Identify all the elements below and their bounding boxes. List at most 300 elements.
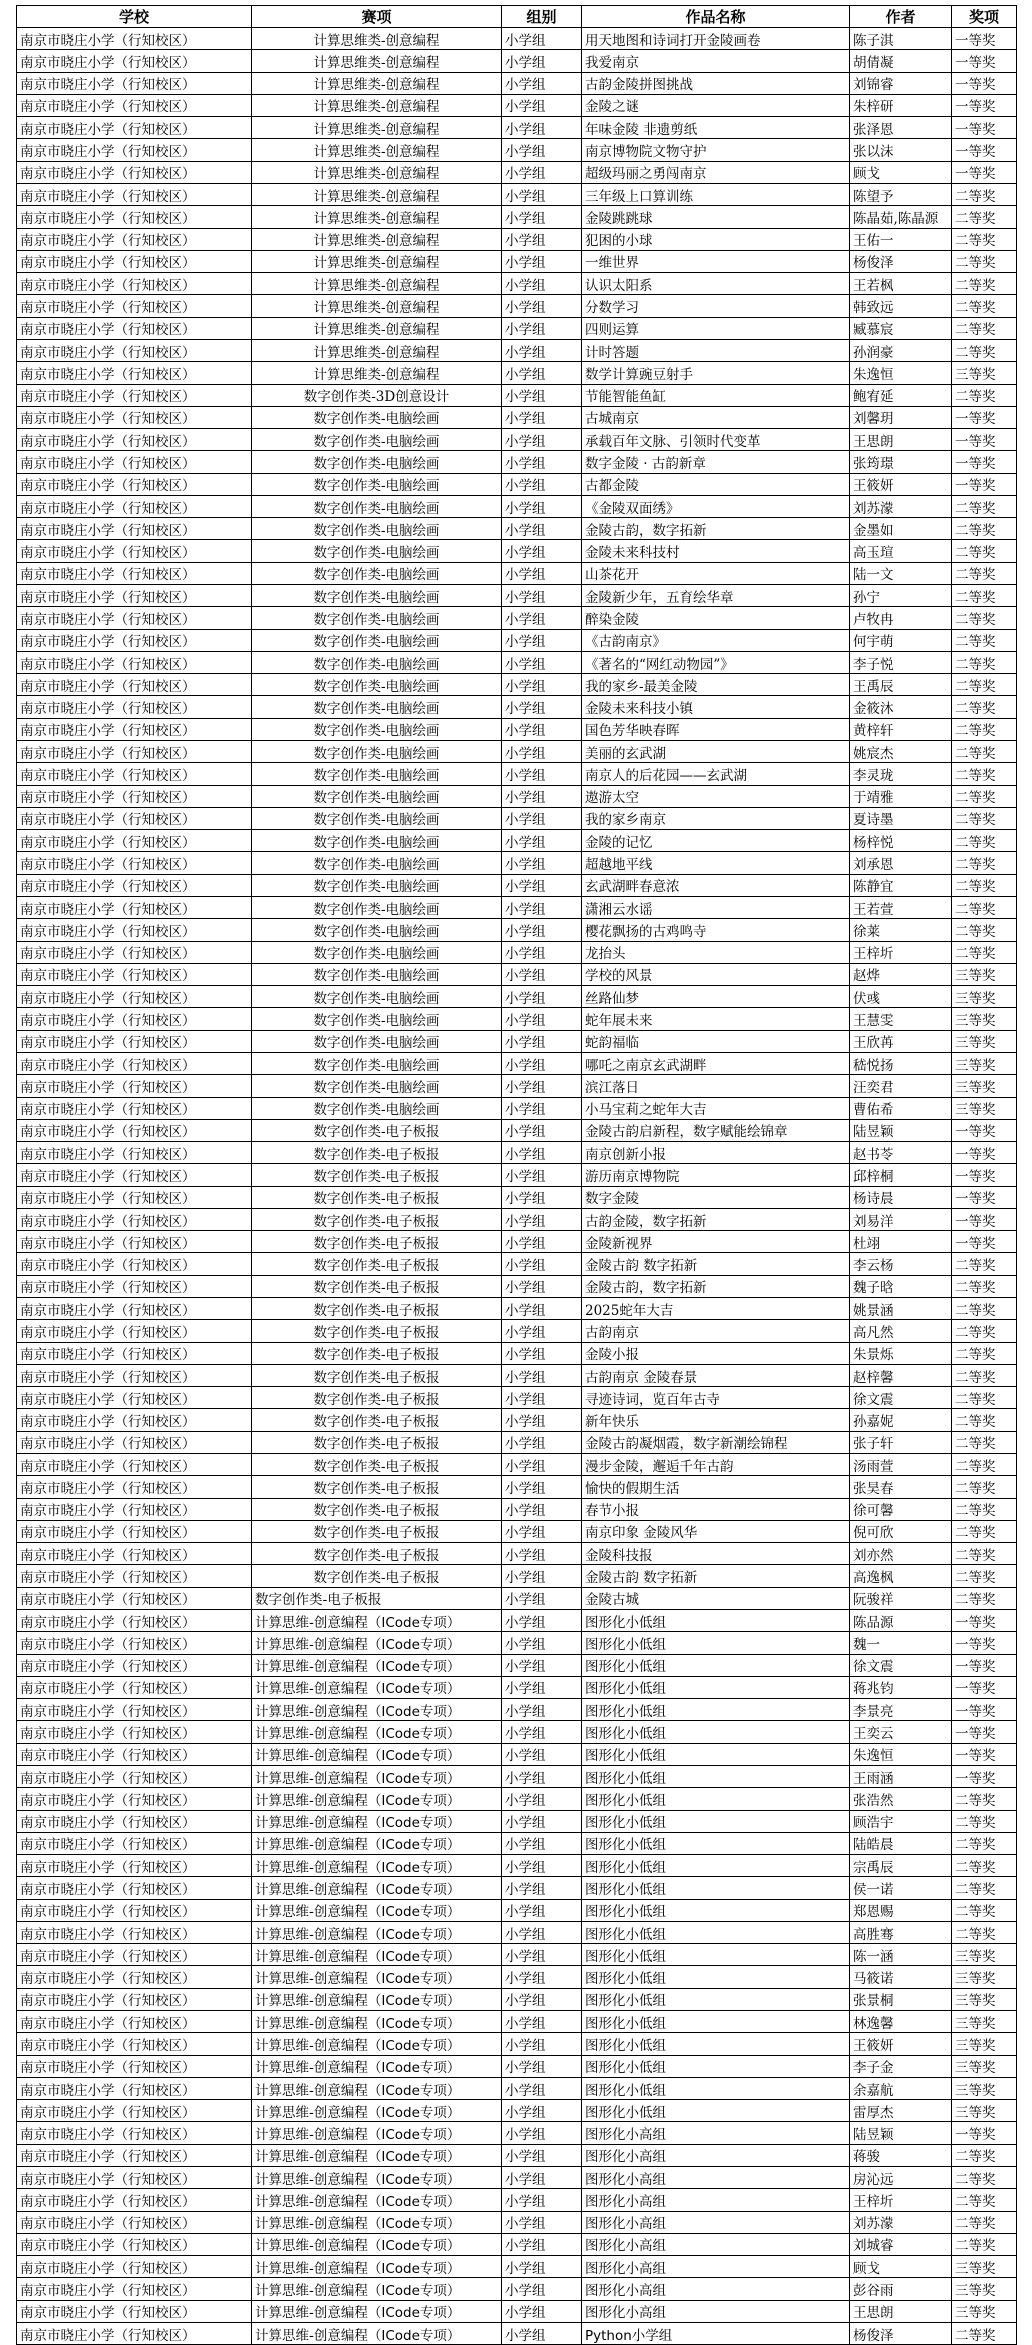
cell-school: 南京市晓庄小学（行知校区） [17, 1409, 252, 1431]
table-row [17, 28, 1017, 50]
cell-school: 南京市晓庄小学（行知校区） [17, 1632, 252, 1654]
cell-event: 计算思维-创意编程（ICode专项） [252, 1609, 502, 1631]
cell-school: 南京市晓庄小学（行知校区） [17, 161, 252, 183]
cell-work-title: 学校的风景 [582, 963, 850, 985]
table-row [17, 1565, 1017, 1587]
cell-school: 南京市晓庄小学（行知校区） [17, 1543, 252, 1565]
cell-event: 计算思维-创意编程（ICode专项） [252, 2122, 502, 2144]
cell-author: 王思朗 [850, 2300, 952, 2322]
cell-award: 一等奖 [952, 1609, 1017, 1631]
cell-event: 数字创作类-电子板报 [252, 1142, 502, 1164]
cell-school: 南京市晓庄小学（行知校区） [17, 1743, 252, 1765]
cell-school: 南京市晓庄小学（行知校区） [17, 1810, 252, 1832]
cell-award: 三等奖 [952, 2011, 1017, 2033]
cell-event: 计算思维-创意编程（ICode专项） [252, 1721, 502, 1743]
cell-group: 小学组 [502, 1721, 582, 1743]
cell-award: 三等奖 [952, 1075, 1017, 1097]
cell-school: 南京市晓庄小学（行知校区） [17, 2233, 252, 2255]
cell-event: 计算思维-创意编程（ICode专项） [252, 1654, 502, 1676]
cell-work-title: 金陵古韵 数字拓新 [582, 1253, 850, 1275]
cell-event: 数字创作类-电子板报 [252, 1164, 502, 1186]
cell-group: 小学组 [502, 339, 582, 361]
table-row [17, 1877, 1017, 1899]
table-row [17, 629, 1017, 651]
cell-author: 黄梓轩 [850, 718, 952, 740]
cell-author: 顾戈 [850, 161, 952, 183]
cell-author: 于靖雅 [850, 785, 952, 807]
cell-author: 陆皓晨 [850, 1832, 952, 1854]
cell-work-title: 一维世界 [582, 250, 850, 272]
cell-group: 小学组 [502, 28, 582, 50]
cell-event: 数字创作类-电脑绘画 [252, 874, 502, 896]
cell-award: 二等奖 [952, 317, 1017, 339]
table-row [17, 2033, 1017, 2055]
table-row [17, 50, 1017, 72]
cell-event: 数字创作类-电脑绘画 [252, 585, 502, 607]
table-row [17, 1387, 1017, 1409]
cell-event: 计算思维-创意编程（ICode专项） [252, 1832, 502, 1854]
table-row [17, 1832, 1017, 1854]
cell-work-title: 我爱南京 [582, 50, 850, 72]
cell-author: 朱景烁 [850, 1342, 952, 1364]
cell-work-title: 图形化小低组 [582, 1632, 850, 1654]
table-row [17, 473, 1017, 495]
cell-author: 林逸馨 [850, 2011, 952, 2033]
cell-school: 南京市晓庄小学（行知校区） [17, 2322, 252, 2344]
cell-school: 南京市晓庄小学（行知校区） [17, 250, 252, 272]
cell-event: 计算思维-创意编程（ICode专项） [252, 2189, 502, 2211]
cell-work-title: 《金陵双面绣》 [582, 495, 850, 517]
cell-award: 二等奖 [952, 1788, 1017, 1810]
cell-group: 小学组 [502, 1699, 582, 1721]
cell-author: 王佑一 [850, 228, 952, 250]
table-row [17, 1632, 1017, 1654]
table-row [17, 1765, 1017, 1787]
cell-event: 数字创作类-电子板报 [252, 1231, 502, 1253]
table-row [17, 94, 1017, 116]
table-row [17, 718, 1017, 740]
table-header [17, 6, 1017, 28]
cell-author: 汤雨萱 [850, 1454, 952, 1476]
cell-author: 陆昱颖 [850, 1119, 952, 1141]
cell-school: 南京市晓庄小学（行知校区） [17, 1699, 252, 1721]
cell-event: 数字创作类-电子板报 [252, 1298, 502, 1320]
cell-work-title: 古韵金陵拼图挑战 [582, 72, 850, 94]
cell-award: 二等奖 [952, 1431, 1017, 1453]
cell-author: 王梓圻 [850, 2189, 952, 2211]
cell-work-title: 数字金陵 · 古韵新章 [582, 451, 850, 473]
cell-author: 刘易洋 [850, 1208, 952, 1230]
cell-work-title: 年味金陵 非遗剪纸 [582, 117, 850, 139]
cell-group: 小学组 [502, 1855, 582, 1877]
table-row [17, 1676, 1017, 1698]
cell-work-title: 金陵科技报 [582, 1543, 850, 1565]
cell-award: 二等奖 [952, 1454, 1017, 1476]
cell-award: 一等奖 [952, 406, 1017, 428]
cell-award: 一等奖 [952, 139, 1017, 161]
cell-work-title: 哪吒之南京玄武湖畔 [582, 1052, 850, 1074]
cell-work-title: 图形化小低组 [582, 1676, 850, 1698]
cell-group: 小学组 [502, 896, 582, 918]
cell-event: 数字创作类-电脑绘画 [252, 1052, 502, 1074]
cell-award: 三等奖 [952, 2077, 1017, 2099]
table-row [17, 2233, 1017, 2255]
cell-school: 南京市晓庄小学（行知校区） [17, 1498, 252, 1520]
cell-event: 计算思维类-创意编程 [252, 228, 502, 250]
table-row [17, 518, 1017, 540]
cell-author: 郑恩赐 [850, 1899, 952, 1921]
cell-group: 小学组 [502, 1832, 582, 1854]
cell-school: 南京市晓庄小学（行知校区） [17, 206, 252, 228]
table-row [17, 941, 1017, 963]
cell-school: 南京市晓庄小学（行知校区） [17, 1275, 252, 1297]
cell-event: 数字创作类-电脑绘画 [252, 830, 502, 852]
table-row [17, 451, 1017, 473]
cell-author: 李子悦 [850, 651, 952, 673]
cell-award: 二等奖 [952, 1877, 1017, 1899]
table-row [17, 1654, 1017, 1676]
cell-group: 小学组 [502, 72, 582, 94]
cell-event: 计算思维-创意编程（ICode专项） [252, 1632, 502, 1654]
cell-group: 小学组 [502, 674, 582, 696]
cell-award: 二等奖 [952, 1342, 1017, 1364]
cell-school: 南京市晓庄小学（行知校区） [17, 1877, 252, 1899]
cell-author: 臧慕宸 [850, 317, 952, 339]
cell-group: 小学组 [502, 2144, 582, 2166]
cell-award: 一等奖 [952, 1164, 1017, 1186]
cell-author: 高逸枫 [850, 1565, 952, 1587]
cell-event: 数字创作类-电脑绘画 [252, 919, 502, 941]
cell-author: 刘亦然 [850, 1543, 952, 1565]
cell-school: 南京市晓庄小学（行知校区） [17, 1097, 252, 1119]
table-row [17, 1164, 1017, 1186]
cell-school: 南京市晓庄小学（行知校区） [17, 1186, 252, 1208]
cell-school: 南京市晓庄小学（行知校区） [17, 585, 252, 607]
cell-group: 小学组 [502, 1498, 582, 1520]
cell-work-title: 金陵新少年，五育绘华章 [582, 585, 850, 607]
cell-group: 小学组 [502, 1142, 582, 1164]
cell-author: 何宇萌 [850, 629, 952, 651]
cell-group: 小学组 [502, 696, 582, 718]
table-row [17, 607, 1017, 629]
cell-author: 王禹辰 [850, 674, 952, 696]
cell-school: 南京市晓庄小学（行知校区） [17, 629, 252, 651]
cell-award: 一等奖 [952, 1186, 1017, 1208]
cell-author: 蒋兆钧 [850, 1676, 952, 1698]
cell-author: 魏一 [850, 1632, 952, 1654]
cell-award: 二等奖 [952, 1565, 1017, 1587]
table-row [17, 1030, 1017, 1052]
cell-award: 二等奖 [952, 629, 1017, 651]
cell-work-title: 寻迹诗词，览百年古寺 [582, 1387, 850, 1409]
cell-award: 一等奖 [952, 1765, 1017, 1787]
cell-author: 陈品源 [850, 1609, 952, 1631]
cell-work-title: 蛇年展未来 [582, 1008, 850, 1030]
cell-group: 小学组 [502, 1342, 582, 1364]
table-row [17, 317, 1017, 339]
cell-work-title: 游历南京博物院 [582, 1164, 850, 1186]
cell-work-title: 图形化小低组 [582, 2077, 850, 2099]
cell-school: 南京市晓庄小学（行知校区） [17, 1231, 252, 1253]
cell-author: 李云杨 [850, 1253, 952, 1275]
cell-award: 二等奖 [952, 2211, 1017, 2233]
cell-award: 一等奖 [952, 1231, 1017, 1253]
cell-school: 南京市晓庄小学（行知校区） [17, 896, 252, 918]
cell-author: 李景亮 [850, 1699, 952, 1721]
cell-school: 南京市晓庄小学（行知校区） [17, 2300, 252, 2322]
cell-school: 南京市晓庄小学（行知校区） [17, 518, 252, 540]
cell-author: 宗禹辰 [850, 1855, 952, 1877]
cell-author: 陈晶茹,陈晶源 [850, 206, 952, 228]
cell-group: 小学组 [502, 161, 582, 183]
cell-work-title: 金陵跳跳球 [582, 206, 850, 228]
cell-event: 计算思维-创意编程（ICode专项） [252, 1899, 502, 1921]
cell-award: 二等奖 [952, 2189, 1017, 2211]
cell-work-title: 图形化小低组 [582, 1988, 850, 2010]
cell-work-title: 分数学习 [582, 295, 850, 317]
cell-school: 南京市晓庄小学（行知校区） [17, 919, 252, 941]
cell-author: 马筱诺 [850, 1966, 952, 1988]
cell-school: 南京市晓庄小学（行知校区） [17, 117, 252, 139]
cell-award: 二等奖 [952, 2144, 1017, 2166]
cell-event: 计算思维-创意编程（ICode专项） [252, 2322, 502, 2344]
cell-award: 二等奖 [952, 763, 1017, 785]
cell-event: 计算思维-创意编程（ICode专项） [252, 2167, 502, 2189]
cell-school: 南京市晓庄小学（行知校区） [17, 362, 252, 384]
table-row [17, 161, 1017, 183]
cell-group: 小学组 [502, 1164, 582, 1186]
cell-work-title: 春节小报 [582, 1498, 850, 1520]
cell-award: 二等奖 [952, 339, 1017, 361]
table-row [17, 1855, 1017, 1877]
cell-event: 计算思维类-创意编程 [252, 50, 502, 72]
cell-award: 二等奖 [952, 273, 1017, 295]
cell-award: 二等奖 [952, 1543, 1017, 1565]
cell-school: 南京市晓庄小学（行知校区） [17, 852, 252, 874]
cell-school: 南京市晓庄小学（行知校区） [17, 2100, 252, 2122]
table-row [17, 406, 1017, 428]
cell-school: 南京市晓庄小学（行知校区） [17, 941, 252, 963]
cell-school: 南京市晓庄小学（行知校区） [17, 1476, 252, 1498]
table-row [17, 2144, 1017, 2166]
cell-award: 三等奖 [952, 2055, 1017, 2077]
cell-event: 数字创作类-电子板报 [252, 1320, 502, 1342]
cell-author: 张以沫 [850, 139, 952, 161]
cell-school: 南京市晓庄小学（行知校区） [17, 72, 252, 94]
cell-author: 杜翊 [850, 1231, 952, 1253]
cell-award: 二等奖 [952, 1587, 1017, 1609]
cell-event: 数字创作类-电脑绘画 [252, 473, 502, 495]
cell-work-title: 图形化小高组 [582, 2211, 850, 2233]
cell-work-title: Python小学组 [582, 2322, 850, 2344]
cell-author: 伏彧 [850, 986, 952, 1008]
cell-school: 南京市晓庄小学（行知校区） [17, 339, 252, 361]
cell-school: 南京市晓庄小学（行知校区） [17, 273, 252, 295]
cell-school: 南京市晓庄小学（行知校区） [17, 183, 252, 205]
cell-author: 邱梓桐 [850, 1164, 952, 1186]
cell-event: 计算思维-创意编程（ICode专项） [252, 2300, 502, 2322]
cell-school: 南京市晓庄小学（行知校区） [17, 2211, 252, 2233]
table-row [17, 139, 1017, 161]
cell-author: 朱逸恒 [850, 362, 952, 384]
cell-group: 小学组 [502, 139, 582, 161]
table-row [17, 295, 1017, 317]
cell-event: 计算思维类-创意编程 [252, 250, 502, 272]
cell-event: 计算思维-创意编程（ICode专项） [252, 2211, 502, 2233]
cell-school: 南京市晓庄小学（行知校区） [17, 1609, 252, 1631]
table-row [17, 562, 1017, 584]
cell-school: 南京市晓庄小学（行知校区） [17, 1765, 252, 1787]
cell-school: 南京市晓庄小学（行知校区） [17, 1052, 252, 1074]
table-row [17, 1052, 1017, 1074]
cell-award: 三等奖 [952, 2300, 1017, 2322]
cell-school: 南京市晓庄小学（行知校区） [17, 1832, 252, 1854]
cell-award: 三等奖 [952, 362, 1017, 384]
table-row [17, 384, 1017, 406]
cell-event: 计算思维类-创意编程 [252, 273, 502, 295]
cell-school: 南京市晓庄小学（行知校区） [17, 1364, 252, 1386]
cell-work-title: 古韵南京 金陵春景 [582, 1364, 850, 1386]
cell-author: 陆昱颖 [850, 2122, 952, 2144]
cell-group: 小学组 [502, 1877, 582, 1899]
cell-event: 计算思维-创意编程（ICode专项） [252, 1699, 502, 1721]
cell-author: 赵书苓 [850, 1142, 952, 1164]
cell-award: 一等奖 [952, 1654, 1017, 1676]
cell-group: 小学组 [502, 206, 582, 228]
table-row [17, 250, 1017, 272]
cell-group: 小学组 [502, 1520, 582, 1542]
cell-author: 高胜骞 [850, 1921, 952, 1943]
table-row [17, 2167, 1017, 2189]
table-row [17, 228, 1017, 250]
cell-author: 倪可欣 [850, 1520, 952, 1542]
cell-school: 南京市晓庄小学（行知校区） [17, 2278, 252, 2300]
table-row [17, 1186, 1017, 1208]
cell-author: 金墨如 [850, 518, 952, 540]
cell-event: 数字创作类-电子板报 [252, 1476, 502, 1498]
cell-award: 三等奖 [952, 1966, 1017, 1988]
cell-group: 小学组 [502, 1988, 582, 2010]
cell-group: 小学组 [502, 1119, 582, 1141]
cell-school: 南京市晓庄小学（行知校区） [17, 228, 252, 250]
cell-award: 一等奖 [952, 2122, 1017, 2144]
table-row [17, 183, 1017, 205]
table-row [17, 1944, 1017, 1966]
cell-author: 朱梓研 [850, 94, 952, 116]
table-row [17, 919, 1017, 941]
cell-award: 二等奖 [952, 295, 1017, 317]
table-row [17, 1342, 1017, 1364]
cell-award: 一等奖 [952, 473, 1017, 495]
cell-school: 南京市晓庄小学（行知校区） [17, 2055, 252, 2077]
table-row [17, 1921, 1017, 1943]
cell-work-title: 小马宝莉之蛇年大吉 [582, 1097, 850, 1119]
cell-work-title: 金陵未来科技小镇 [582, 696, 850, 718]
cell-award: 二等奖 [952, 384, 1017, 406]
cell-school: 南京市晓庄小学（行知校区） [17, 651, 252, 673]
cell-group: 小学组 [502, 1565, 582, 1587]
cell-work-title: 用天地图和诗词打开金陵画卷 [582, 28, 850, 50]
header-group: 组别 [502, 6, 582, 28]
cell-event: 数字创作类-电脑绘画 [252, 807, 502, 829]
cell-work-title: 图形化小低组 [582, 2055, 850, 2077]
cell-event: 数字创作类-电脑绘画 [252, 1097, 502, 1119]
cell-award: 三等奖 [952, 1030, 1017, 1052]
table-row [17, 896, 1017, 918]
cell-work-title: 古都金陵 [582, 473, 850, 495]
table-row [17, 1810, 1017, 1832]
cell-author: 彭谷雨 [850, 2278, 952, 2300]
cell-event: 数字创作类-电脑绘画 [252, 451, 502, 473]
cell-award: 一等奖 [952, 1632, 1017, 1654]
cell-award: 二等奖 [952, 1387, 1017, 1409]
cell-work-title: 古城南京 [582, 406, 850, 428]
cell-group: 小学组 [502, 874, 582, 896]
cell-work-title: 南京印象 金陵风华 [582, 1520, 850, 1542]
cell-school: 南京市晓庄小学（行知校区） [17, 2189, 252, 2211]
cell-author: 阮骏祥 [850, 1587, 952, 1609]
cell-school: 南京市晓庄小学（行知校区） [17, 807, 252, 829]
cell-school: 南京市晓庄小学（行知校区） [17, 2256, 252, 2278]
cell-group: 小学组 [502, 763, 582, 785]
cell-group: 小学组 [502, 919, 582, 941]
table-row [17, 1231, 1017, 1253]
cell-work-title: 图形化小低组 [582, 1966, 850, 1988]
cell-event: 计算思维-创意编程（ICode专项） [252, 1944, 502, 1966]
table-row [17, 852, 1017, 874]
cell-school: 南京市晓庄小学（行知校区） [17, 1788, 252, 1810]
cell-school: 南京市晓庄小学（行知校区） [17, 384, 252, 406]
cell-event: 数字创作类-电脑绘画 [252, 718, 502, 740]
table-row [17, 1298, 1017, 1320]
cell-work-title: 国色芳华映春晖 [582, 718, 850, 740]
cell-award: 二等奖 [952, 1520, 1017, 1542]
cell-work-title: 图形化小低组 [582, 1609, 850, 1631]
cell-group: 小学组 [502, 585, 582, 607]
table-row [17, 1699, 1017, 1721]
cell-author: 杨俊泽 [850, 2322, 952, 2344]
cell-group: 小学组 [502, 963, 582, 985]
cell-work-title: 超越地平线 [582, 852, 850, 874]
cell-group: 小学组 [502, 94, 582, 116]
cell-group: 小学组 [502, 2167, 582, 2189]
cell-author: 徐可馨 [850, 1498, 952, 1520]
cell-author: 杨梓悦 [850, 830, 952, 852]
cell-group: 小学组 [502, 2189, 582, 2211]
cell-event: 数字创作类-电子板报 [252, 1253, 502, 1275]
cell-award: 三等奖 [952, 2033, 1017, 2055]
table-row [17, 540, 1017, 562]
cell-author: 王慧雯 [850, 1008, 952, 1030]
cell-event: 计算思维-创意编程（ICode专项） [252, 2011, 502, 2033]
table-row [17, 1409, 1017, 1431]
cell-work-title: 图形化小低组 [582, 1855, 850, 1877]
cell-work-title: 遨游太空 [582, 785, 850, 807]
cell-event: 数字创作类-电脑绘画 [252, 763, 502, 785]
cell-school: 南京市晓庄小学（行知校区） [17, 2144, 252, 2166]
cell-award: 二等奖 [952, 896, 1017, 918]
cell-group: 小学组 [502, 741, 582, 763]
cell-school: 南京市晓庄小学（行知校区） [17, 1030, 252, 1052]
cell-award: 二等奖 [952, 674, 1017, 696]
cell-group: 小学组 [502, 50, 582, 72]
cell-event: 数字创作类-电脑绘画 [252, 540, 502, 562]
cell-school: 南京市晓庄小学（行知校区） [17, 1119, 252, 1141]
table-row [17, 1320, 1017, 1342]
cell-group: 小学组 [502, 1743, 582, 1765]
cell-author: 陈一涵 [850, 1944, 952, 1966]
table-row [17, 117, 1017, 139]
